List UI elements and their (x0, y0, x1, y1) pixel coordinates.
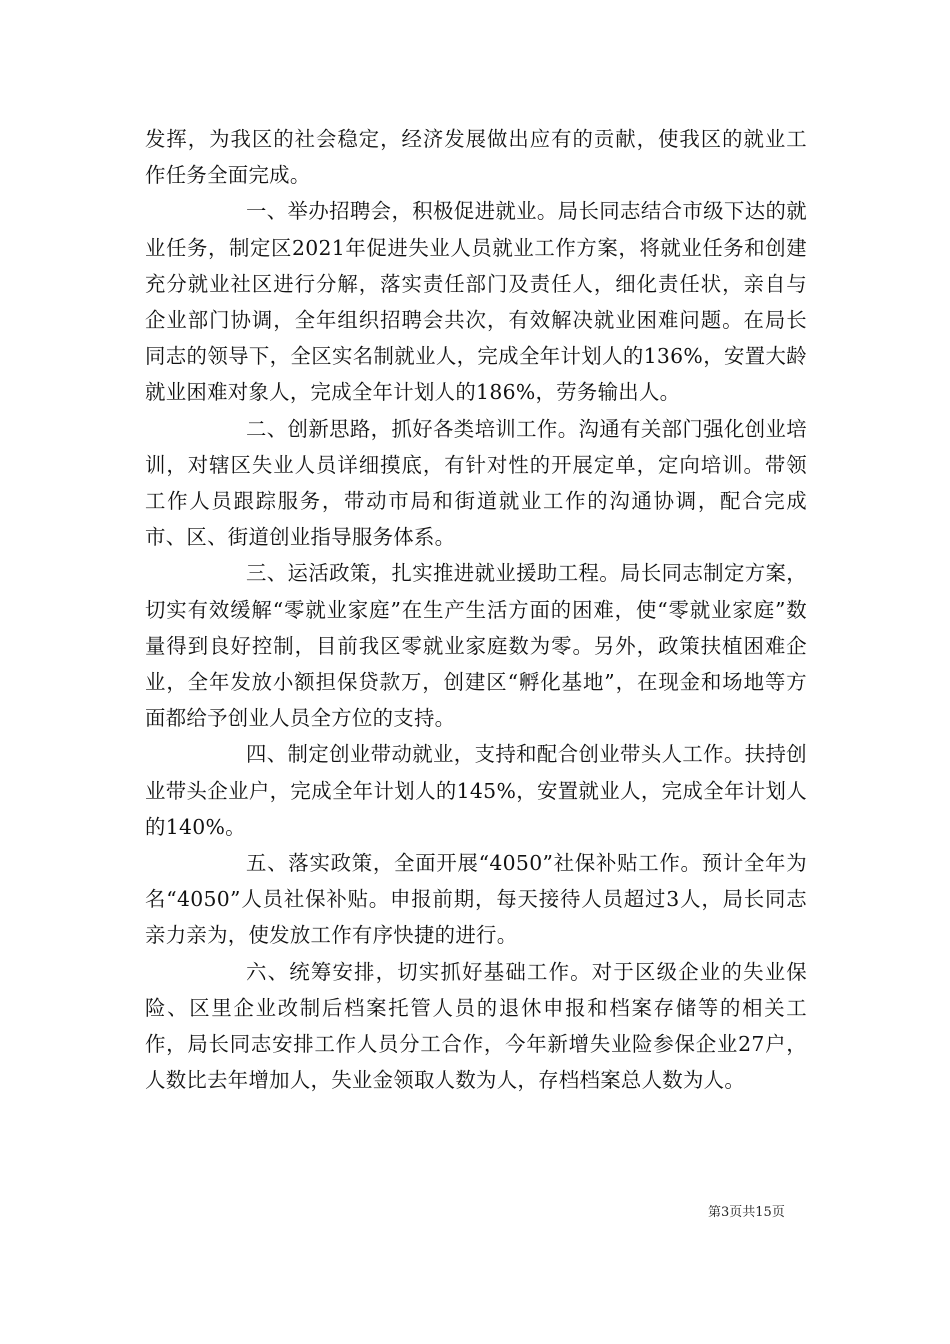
paragraph-section-1-job-fairs: 一、举办招聘会，积极促进就业。局长同志结合市级下达的就业任务，制定区2021年促进失业人员就业工作方案，将就业任务和创建充分就业社区进行分解，落实责任部门及责任人，细化责任状，亲自与企业部门协调，全年组织招聘会共次，有效解决就业困难问题。在局长同志的领导下，全区实名制就业人，完成全年计划人的136%，安置大龄就业困难对象人，完成全年计划人的186%，劳务输出人。 (145, 199, 807, 405)
paragraph-section-5-social-security: 五、落实政策，全面开展“4050”社保补贴工作。预计全年为名“4050”人员社保补贴。申报前期，每天接待人员超过3人，局长同志亲力亲为，使发放工作有序快捷的进行。 (145, 851, 807, 948)
paragraph-section-6-basic-work: 六、统筹安排，切实抓好基础工作。对于区级企业的失业保险、区里企业改制后档案托管人员的退休申报和档案存储等的相关工作，局长同志安排工作人员分工合作，今年新增失业险参保企业27户，人数比去年增加人，失业金领取人数为人，存档档案总人数为人。 (145, 959, 807, 1093)
document-body (145, 121, 807, 1098)
paragraph-section-2-training: 二、创新思路，抓好各类培训工作。沟通有关部门强化创业培训，对辖区失业人员详细摸底，有针对性的开展定单，定向培训。带领工作人员跟踪服务，带动市局和街道就业工作的沟通协调，配合完成市、区、街道创业指导服务体系。 (145, 416, 807, 550)
paragraph-continuation: 发挥，为我区的社会稳定，经济发展做出应有的贡献，使我区的就业工作任务全面完成。 (145, 127, 807, 188)
paragraph-section-4-entrepreneurship: 四、制定创业带动就业，支持和配合创业带头人工作。扶持创业带头企业户，完成全年计划人的145%，安置就业人，完成全年计划人的140%。 (145, 742, 807, 839)
page-number-footer: 第3页共15页 (708, 1205, 785, 1220)
paragraph-section-3-assistance: 三、运活政策，扎实推进就业援助工程。局长同志制定方案，切实有效缓解“零就业家庭”在生产生活方面的困难，使“零就业家庭”数量得到良好控制，目前我区零就业家庭数为零。另外，政策扶植困难企业，全年发放小额担保贷款万，创建区“孵化基地”，在现金和场地等方面都给予创业人员全方位的支持。 (145, 561, 807, 731)
